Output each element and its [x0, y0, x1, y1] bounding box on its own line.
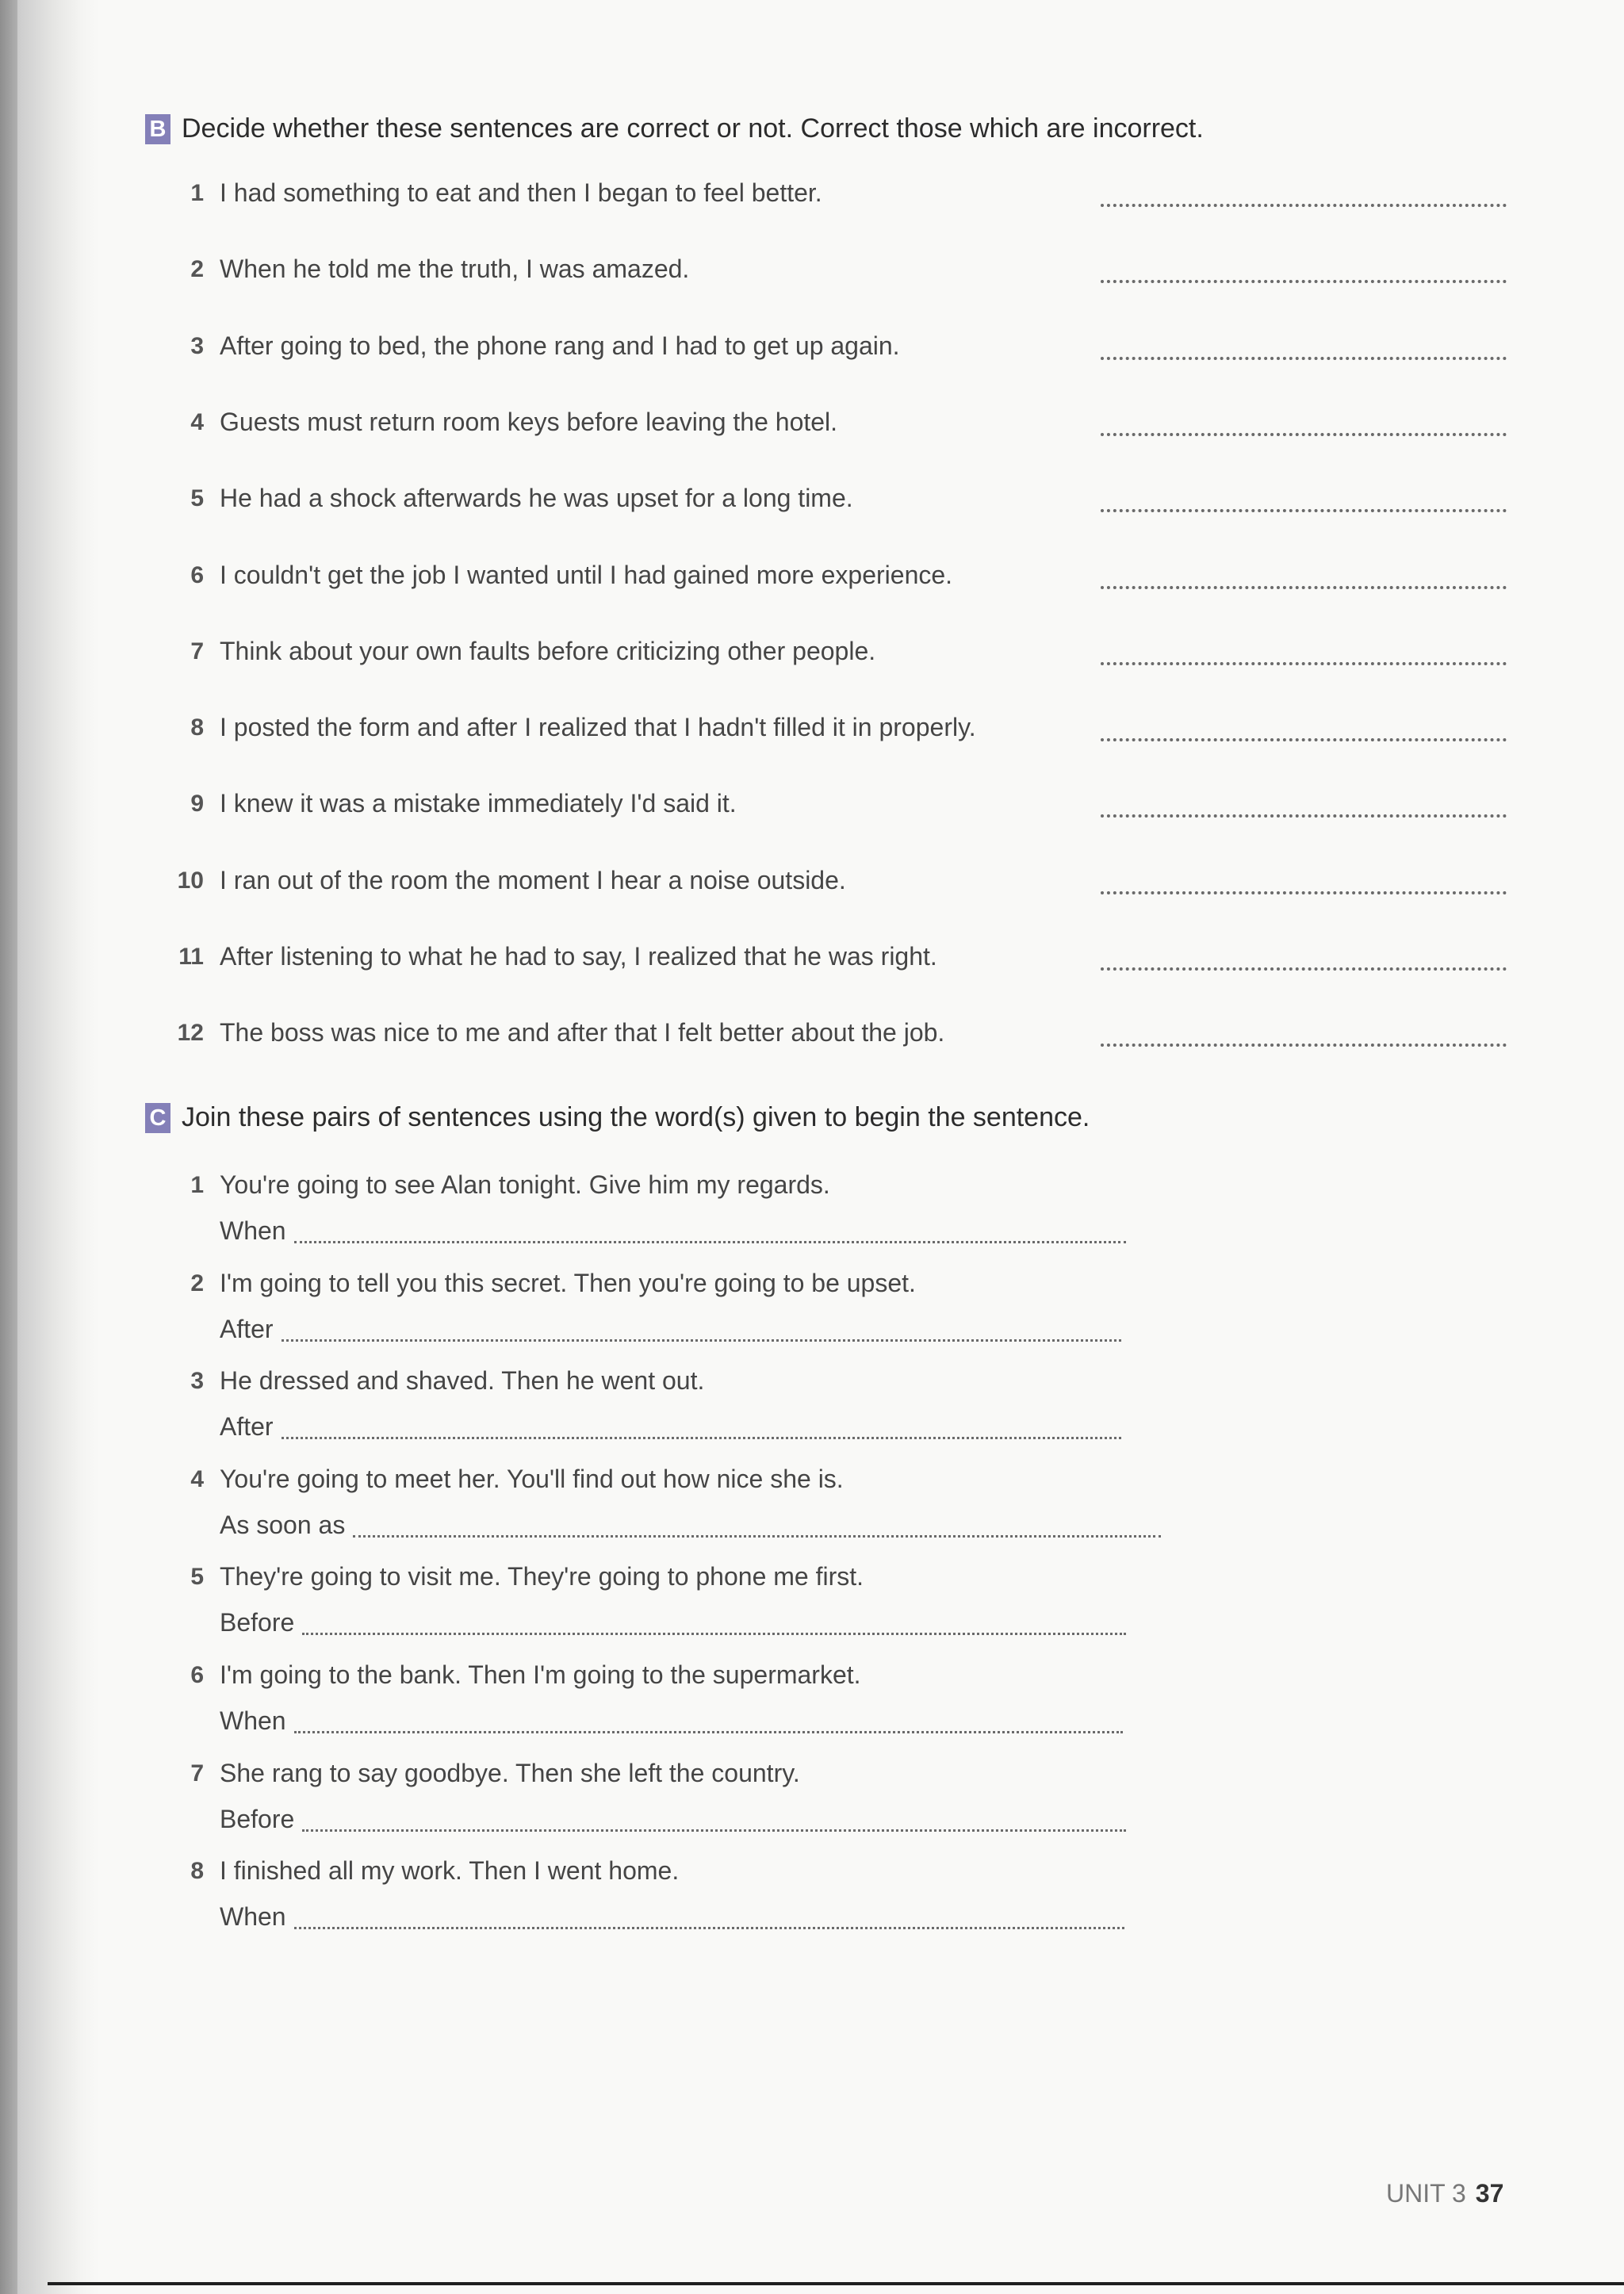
answer-line[interactable]	[1101, 586, 1507, 589]
unit-label: UNIT 3	[1386, 2179, 1466, 2208]
page-number: 37	[1475, 2179, 1504, 2208]
item-sentence: After listening to what he had to say, I realized that he was right.	[220, 942, 937, 971]
exercise-c-item	[0, 1461, 1624, 1549]
item-number: 9	[190, 791, 204, 818]
item-number: 1	[190, 1172, 204, 1198]
exercise-c-item	[0, 1167, 1624, 1254]
answer-line[interactable]	[282, 1339, 1121, 1342]
item-number: 4	[190, 1465, 204, 1492]
item-sentence: I couldn't get the job I wanted until I had gained more experience.	[220, 560, 953, 589]
exercise-c-item	[0, 1363, 1624, 1450]
exercise-b-item	[0, 557, 1624, 597]
answer-line[interactable]	[282, 1437, 1121, 1439]
answer-line[interactable]	[1101, 357, 1507, 360]
item-sentence: I had something to eat and then I began to feel better.	[220, 178, 822, 207]
item-number: 3	[190, 1368, 204, 1395]
exercise-c-item	[0, 1559, 1624, 1646]
item-sentence: I ran out of the room the moment I hear a noise outside.	[220, 865, 846, 894]
exercise-b-item	[0, 786, 1624, 825]
start-word: When	[220, 1706, 286, 1735]
item-number: 6	[190, 1662, 204, 1688]
exercise-c-item	[0, 1266, 1624, 1353]
answer-line[interactable]	[1101, 738, 1507, 741]
exercise-b-item	[0, 481, 1624, 520]
section-b-instruction: Decide whether these sentences are correct or not. Correct those which are incorrect.	[182, 113, 1204, 144]
section-c-instruction: Join these pairs of sentences using the word(s) given to begin the sentence.	[182, 1102, 1090, 1132]
start-word: After	[220, 1412, 274, 1442]
answer-line[interactable]	[1101, 433, 1507, 436]
exercise-b-item	[0, 634, 1624, 673]
bottom-rule	[48, 2282, 1624, 2285]
item-number: 2	[190, 1270, 204, 1296]
answer-line[interactable]	[1101, 967, 1507, 971]
item-number: 7	[190, 638, 204, 664]
page-footer	[1386, 2179, 1503, 2208]
item-number: 8	[190, 714, 204, 741]
item-sentence: I knew it was a mistake immediately I'd said it.	[220, 789, 737, 818]
start-word: When	[220, 1902, 286, 1932]
answer-line[interactable]	[1101, 280, 1507, 283]
section-b-heading	[145, 113, 1204, 144]
exercise-c-item	[0, 1853, 1624, 1940]
item-number: 5	[190, 485, 204, 512]
item-sentence: You're going to see Alan tonight. Give him my regards.	[220, 1170, 830, 1199]
item-sentence: She rang to say goodbye. Then she left the country.	[220, 1758, 800, 1787]
item-number: 7	[190, 1760, 204, 1787]
start-word: As soon as	[220, 1510, 346, 1539]
item-number: 8	[190, 1858, 204, 1885]
item-sentence: I'm going to tell you this secret. Then you're going to be upset.	[220, 1268, 916, 1297]
start-word: After	[220, 1314, 274, 1343]
item-sentence: Think about your own faults before criticizing other people.	[220, 636, 876, 665]
item-number: 11	[178, 944, 204, 970]
exercise-b-item	[0, 710, 1624, 749]
exercise-b-item	[0, 1015, 1624, 1055]
answer-line[interactable]	[1101, 509, 1507, 512]
item-number: 3	[190, 332, 204, 359]
answer-line[interactable]	[294, 1927, 1124, 1929]
item-sentence: The boss was nice to me and after that I felt better about the job.	[220, 1018, 945, 1047]
answer-line[interactable]	[294, 1731, 1123, 1733]
item-number: 10	[177, 867, 204, 894]
item-sentence: After going to bed, the phone rang and I had to get up again.	[220, 331, 900, 360]
answer-line[interactable]	[294, 1241, 1126, 1243]
exercise-b-item	[0, 939, 1624, 978]
section-b-badge: B	[145, 114, 170, 144]
exercise-b-item	[0, 863, 1624, 902]
item-sentence: Guests must return room keys before leaving the hotel.	[220, 407, 838, 436]
exercise-b-item	[0, 328, 1624, 368]
exercise-c-item	[0, 1756, 1624, 1843]
exercise-b-item	[0, 404, 1624, 444]
answer-line[interactable]	[1101, 814, 1507, 818]
answer-line[interactable]	[1101, 204, 1507, 207]
item-number: 5	[190, 1564, 204, 1591]
exercise-c-item	[0, 1657, 1624, 1744]
item-sentence: I'm going to the bank. Then I'm going to the supermarket.	[220, 1660, 861, 1689]
answer-line[interactable]	[1101, 662, 1507, 665]
exercise-b-item	[0, 251, 1624, 291]
item-number: 12	[177, 1020, 204, 1047]
answer-line[interactable]	[1101, 891, 1507, 894]
item-number: 6	[190, 561, 204, 588]
item-sentence: He dressed and shaved. Then he went out.	[220, 1366, 705, 1396]
section-c-heading	[145, 1102, 1090, 1133]
item-number: 4	[190, 408, 204, 435]
item-sentence: He had a shock afterwards he was upset for a long time.	[220, 484, 853, 513]
answer-line[interactable]	[302, 1829, 1126, 1832]
item-sentence: When he told me the truth, I was amazed.	[220, 255, 690, 284]
start-word: When	[220, 1216, 286, 1245]
answer-line[interactable]	[1101, 1044, 1507, 1047]
item-sentence: You're going to meet her. You'll find out how nice she is.	[220, 1464, 844, 1493]
start-word: Before	[220, 1608, 295, 1637]
answer-line[interactable]	[353, 1535, 1161, 1538]
item-sentence: I finished all my work. Then I went home.	[220, 1856, 680, 1886]
section-c-badge: C	[145, 1103, 170, 1133]
exercise-b-item	[0, 175, 1624, 215]
start-word: Before	[220, 1804, 295, 1833]
item-number: 1	[190, 180, 204, 206]
item-number: 2	[190, 256, 204, 283]
item-sentence: They're going to visit me. They're going to phone me first.	[220, 1562, 864, 1591]
answer-line[interactable]	[302, 1633, 1126, 1635]
item-sentence: I posted the form and after I realized that I hadn't filled it in properly.	[220, 713, 976, 742]
